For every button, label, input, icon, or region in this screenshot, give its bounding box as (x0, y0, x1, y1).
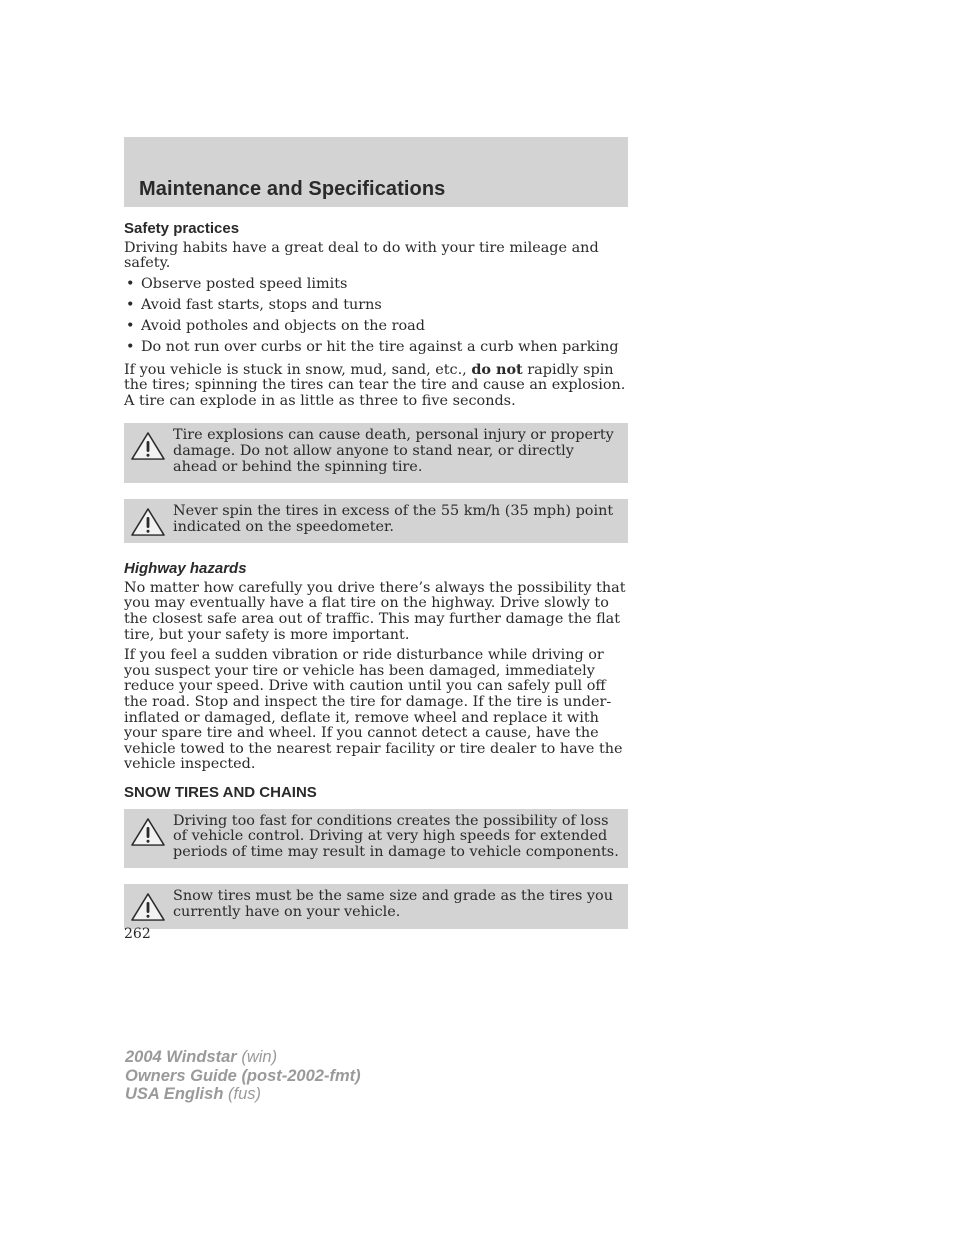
page-content (124, 221, 628, 945)
footer-language: USA English (125, 1085, 224, 1103)
highway-hazards-heading: Highway hazards (124, 560, 247, 578)
stuck-text-emphasis: do not (471, 360, 523, 378)
warning-text: Driving too fast for conditions creates the possibility of loss of vehicle control. Driving at very high speeds for extended periods of time may result in damage to vehicle components. (173, 812, 619, 860)
section-header-band (124, 137, 628, 207)
stuck-text-end: rapidly spin the tires; spinning the tires can tear the tire and cause an explosion. A tire can explode in as little as three to five seconds. (124, 361, 626, 409)
warning-box-explosion (124, 423, 628, 483)
warning-triangle-icon (130, 431, 166, 461)
safety-practices-heading: Safety practices (124, 220, 240, 237)
list-item: • Avoid potholes and objects on the road (124, 319, 628, 335)
warning-box-fast-conditions (124, 809, 628, 869)
footer-guide: Owners Guide (post-2002-fmt) (125, 1066, 361, 1085)
footer-language-code: (fus) (223, 1085, 261, 1103)
list-item: • Observe posted speed limits (124, 277, 628, 293)
warning-triangle-icon (130, 892, 166, 922)
section-title: Maintenance and Specifications (139, 178, 446, 200)
footer-line-2 (125, 1067, 361, 1086)
footer-line-3 (125, 1085, 361, 1104)
list-item: • Do not run over curbs or hit the tire against a curb when parking (124, 340, 628, 356)
page-number: 262 (124, 926, 151, 942)
footer-model: 2004 Windstar (125, 1048, 237, 1066)
warning-text: Never spin the tires in excess of the 55 km/h (35 mph) point indicated on the speedometer. (173, 503, 614, 535)
footer-model-code: (win) (236, 1048, 278, 1066)
warning-box-spin-speed (124, 499, 628, 543)
document-footer (125, 1048, 361, 1104)
highway-paragraph-2: If you feel a sudden vibration or ride disturbance while driving or you suspect your tire or vehicle has been damaged, immediately reduce your speed. Drive with caution until you can safely pull off the road. Stop and inspect the tire for damage. If the tire is under-inflated or damaged, deflate it, remove wheel and replace it with your spare tire and wheel. If you cannot detect a cause, have the vehicle towed to the nearest repair facility or tire dealer to have the vehicle inspected. (124, 647, 623, 773)
safety-intro: Driving habits have a great deal to do with your tire mileage and safety. (124, 239, 599, 272)
stuck-text-start: If you vehicle is stuck in snow, mud, sand, etc., (124, 361, 472, 378)
stuck-vehicle-paragraph (124, 362, 628, 410)
snow-tires-heading: SNOW TIRES AND CHAINS (124, 784, 317, 801)
safety-bullet-list (124, 277, 628, 356)
warning-triangle-icon (130, 817, 166, 847)
list-item: • Avoid fast starts, stops and turns (124, 298, 628, 314)
warning-box-snow-size (124, 884, 628, 928)
warning-text: Tire explosions can cause death, personal injury or property damage. Do not allow anyone to stand near, or directly ahead or behind the spinning tire. (173, 427, 614, 475)
highway-paragraph-1: No matter how carefully you drive there’s always the possibility that you may eventually have a flat tire on the highway. Drive slowly to the closest safe area out of traffic. This may further damage the flat tire, but your safety is more important. (124, 579, 626, 643)
warning-text: Snow tires must be the same size and grade as the tires you currently have on your vehicle. (173, 888, 613, 920)
footer-line-1 (125, 1048, 361, 1067)
warning-triangle-icon (130, 507, 166, 537)
